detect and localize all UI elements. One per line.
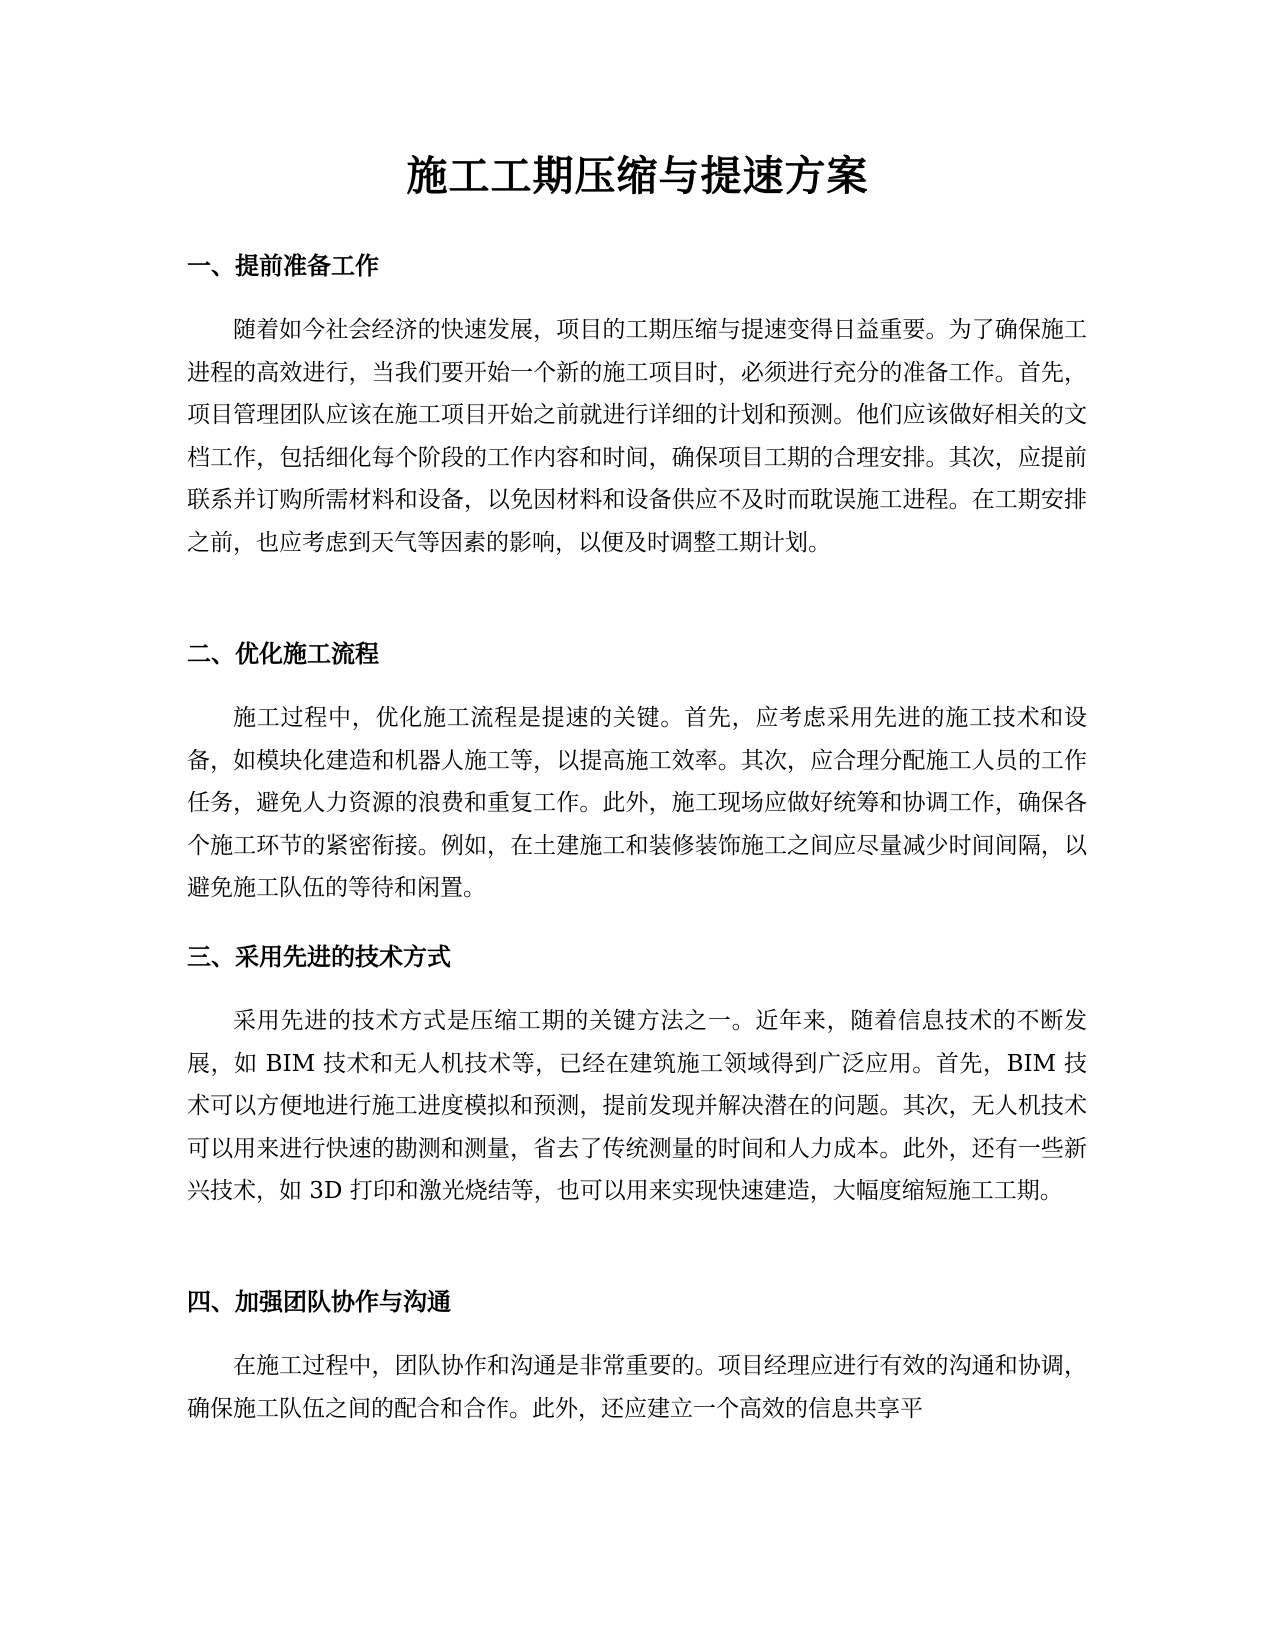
section-paragraph: 在施工过程中，团队协作和沟通是非常重要的。项目经理应进行有效的沟通和协调，确保施工队伍之间的配合和合作。此外，还应建立一个高效的信息共享平	[187, 1353, 1087, 1422]
section-paragraph: 采用先进的技术方式是压缩工期的关键方法之一。近年来，随着信息技术的不断发展，如 BIM 技术和无人机技术等，已经在建筑施工领域得到广泛应用。首先，BIM 技术可以方便地进行施工进度模拟和预测，提前发现并解决潜在的问题。其次，无人机技术可以用来进行快速的勘测和测量，省去了传统测量的时间和人力成本。此外，还有一些新兴技术，如 3D 打印和激光烧结等，也可以用来实现快速建造，大幅度缩短施工工期。	[187, 1008, 1087, 1205]
section-heading: 一、提前准备工作	[187, 252, 379, 280]
section-heading: 三、采用先进的技术方式	[187, 943, 451, 971]
section-heading: 四、加强团队协作与沟通	[187, 1288, 451, 1316]
section-team-collaboration	[187, 1285, 1087, 1430]
section-paragraph: 随着如今社会经济的快速发展，项目的工期压缩与提速变得日益重要。为了确保施工进程的高效进行，当我们要开始一个新的施工项目时，必须进行充分的准备工作。首先，项目管理团队应该在施工项目开始之前就进行详细的计划和预测。他们应该做好相关的文档工作，包括细化每个阶段的工作内容和时间，确保项目工期的合理安排。其次，应提前联系并订购所需材料和设备，以免因材料和设备供应不及时而耽误施工进程。在工期安排之前，也应考虑到天气等因素的影响，以便及时调整工期计划。	[187, 317, 1087, 556]
section-advanced-technology	[187, 940, 1087, 1213]
section-optimize-process	[187, 637, 1087, 910]
document-title: 施工工期压缩与提速方案	[406, 152, 869, 200]
section-preparation	[187, 249, 1087, 565]
section-paragraph: 施工过程中，优化施工流程是提速的关键。首先，应考虑采用先进的施工技术和设备，如模块化建造和机器人施工等，以提高施工效率。其次，应合理分配施工人员的工作任务，避免人力资源的浪费和重复工作。此外，施工现场应做好统筹和协调工作，确保各个施工环节的紧密衔接。例如，在土建施工和装修装饰施工之间应尽量减少时间间隔，以避免施工队伍的等待和闲置。	[187, 705, 1087, 902]
section-heading: 二、优化施工流程	[187, 640, 379, 668]
